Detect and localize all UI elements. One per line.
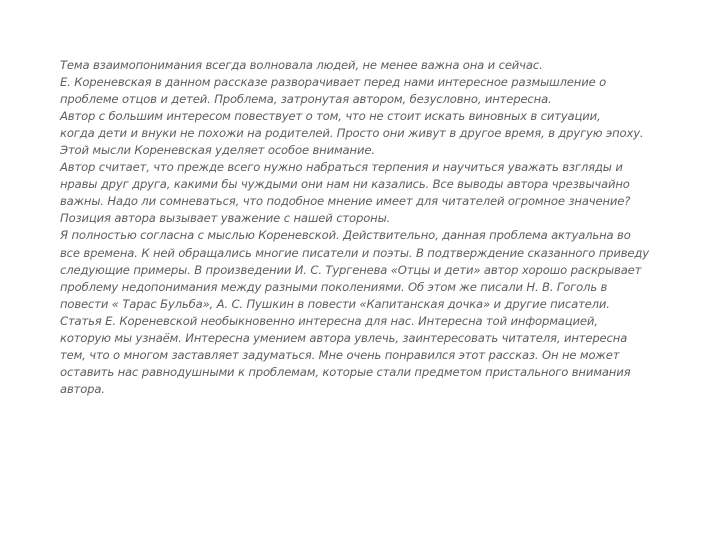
essay-line: проблему недопонимания между разными поколениями. Об этом же писали Н. В. Гоголь в bbox=[60, 279, 608, 294]
essay-line: нравы друг друга, какими бы чуждыми они нам ни казались. Все выводы автора чрезвычайно bbox=[60, 177, 630, 192]
essay-line: когда дети и внуки не похожи на родителей. Просто они живут в другое время, в другую эпоху. bbox=[60, 126, 644, 141]
essay-line: Позиция автора вызывает уважение с нашей стороны. bbox=[60, 211, 391, 226]
essay-line: которую мы узнаём. Интересна умением автора увлечь, заинтересовать читателя, интересна bbox=[60, 330, 628, 345]
essay-line: повести « Тарас Бульба», А. С. Пушкин в повести «Капитанская дочка» и другие писатели. bbox=[60, 296, 610, 311]
essay-line: проблеме отцов и детей. Проблема, затронутая автором, безусловно, интересна. bbox=[60, 92, 552, 107]
essay-line: тем, что о многом заставляет задуматься. Мне очень понравился этот рассказ. Он не может bbox=[60, 347, 620, 362]
essay-line: важны. Надо ли сомневаться, что подобное мнение имеет для читателей огромное значение? bbox=[60, 194, 631, 209]
essay-line: Статья Е. Кореневской необыкновенно интересна для нас. Интересна той информацией, bbox=[60, 313, 598, 328]
essay-line: Я полностью согласна с мыслью Кореневской. Действительно, данная проблема актуальна во bbox=[60, 228, 631, 243]
essay-line: Е. Кореневская в данном рассказе разворачивает перед нами интересное размышление о bbox=[60, 75, 607, 90]
essay-line: Этой мысли Кореневская уделяет особое внимание. bbox=[60, 143, 375, 158]
essay-line: следующие примеры. В произведении И. С. Тургенева «Отцы и дети» автор хорошо раскрывает bbox=[60, 262, 642, 277]
essay-line: все времена. К ней обращались многие писатели и поэты. В подтверждение сказанного приведу bbox=[60, 245, 649, 260]
essay-line: Автор считает, что прежде всего нужно набраться терпения и научиться уважать взгляды и bbox=[60, 160, 623, 175]
essay-line: Автор с большим интересом повествует о том, что не стоит искать виновных в ситуации, bbox=[60, 109, 601, 124]
essay-line: автора. bbox=[60, 381, 105, 396]
essay-line: Тема взаимопонимания всегда волновала людей, не менее важна она и сейчас. bbox=[60, 58, 543, 72]
essay-text bbox=[60, 57, 672, 398]
essay-line: оставить нас равнодушными к проблемам, которые стали предметом пристального внимания bbox=[60, 364, 631, 379]
